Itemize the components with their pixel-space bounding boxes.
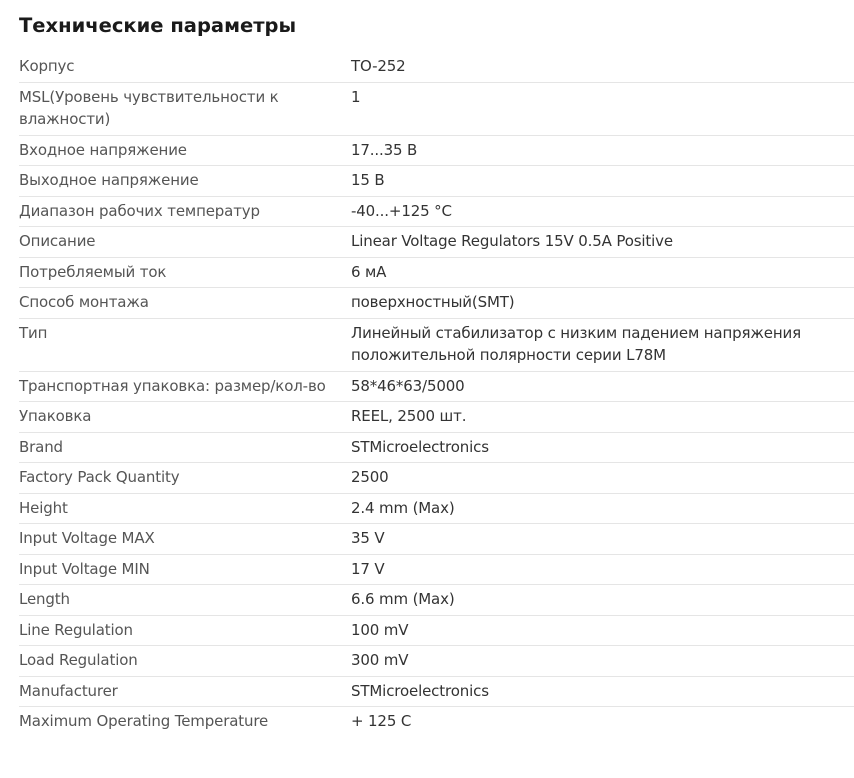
spec-value: 1 [351, 87, 361, 106]
spec-label: Height [19, 498, 68, 517]
spec-label: Input Voltage MIN [19, 559, 150, 578]
spec-label: Line Regulation [19, 620, 133, 639]
spec-label: Входное напряжение [19, 140, 187, 159]
spec-label: Диапазон рабочих температур [19, 201, 260, 220]
spec-row [19, 197, 854, 228]
spec-row [19, 166, 854, 197]
spec-label: Length [19, 590, 70, 608]
spec-value: 100 mV [351, 620, 409, 639]
spec-value: 6 мА [351, 262, 387, 281]
spec-row [19, 646, 854, 677]
spec-value: 2500 [351, 468, 389, 486]
spec-row [19, 494, 854, 525]
spec-label: Потребляемый ток [19, 262, 167, 281]
spec-label: Brand [19, 437, 63, 456]
spec-value: + 125 C [351, 712, 412, 730]
spec-label: Factory Pack Quantity [19, 468, 180, 486]
spec-row [19, 677, 854, 708]
spec-value: Linear Voltage Regulators 15V 0.5A Positive [351, 232, 673, 250]
spec-value: TO-252 [351, 57, 406, 75]
spec-value: 35 V [351, 529, 385, 547]
spec-row [19, 402, 854, 433]
spec-value: 58*46*63/5000 [351, 376, 465, 395]
spec-row [19, 372, 854, 403]
spec-value: 17 V [351, 559, 385, 578]
spec-row [19, 52, 854, 83]
spec-row [19, 524, 854, 555]
spec-label: Тип [19, 323, 48, 342]
spec-value: STMicroelectronics [351, 681, 489, 700]
spec-row [19, 227, 854, 258]
spec-row [19, 288, 854, 319]
spec-value: 15 В [351, 171, 385, 189]
spec-label: Input Voltage MAX [19, 529, 155, 547]
section-title: Технические параметры [19, 14, 297, 37]
spec-label: Упаковка [19, 407, 92, 425]
spec-value: 300 mV [351, 651, 409, 669]
spec-value: STMicroelectronics [351, 437, 489, 456]
spec-row [19, 258, 854, 289]
spec-label: Manufacturer [19, 681, 118, 700]
spec-value: 17...35 В [351, 140, 418, 159]
spec-row [19, 319, 854, 372]
spec-value: -40...+125 °C [351, 201, 452, 220]
spec-row [19, 616, 854, 647]
spec-value: REEL, 2500 шт. [351, 407, 467, 425]
spec-label: Load Regulation [19, 651, 138, 669]
spec-row [19, 463, 854, 494]
spec-row [19, 83, 854, 136]
spec-value: поверхностный(SMT) [351, 293, 515, 311]
spec-value: 2.4 mm (Max) [351, 498, 455, 517]
spec-row [19, 585, 854, 616]
spec-label: Способ монтажа [19, 293, 149, 311]
spec-row [19, 433, 854, 464]
spec-row [19, 136, 854, 167]
spec-row [19, 555, 854, 586]
spec-value: 6.6 mm (Max) [351, 590, 455, 608]
spec-label: Выходное напряжение [19, 171, 199, 189]
specs-table [19, 52, 854, 737]
spec-label: Транспортная упаковка: размер/кол-во [19, 376, 326, 395]
spec-label: MSL(Уровень чувствительности к влажности) [19, 87, 279, 128]
spec-row [19, 707, 854, 737]
spec-label: Описание [19, 232, 96, 250]
spec-value: Линейный стабилизатор с низким падением напряжения положительной полярности серии L78M [351, 323, 801, 364]
spec-label: Maximum Operating Temperature [19, 712, 269, 730]
spec-label: Корпус [19, 57, 75, 75]
